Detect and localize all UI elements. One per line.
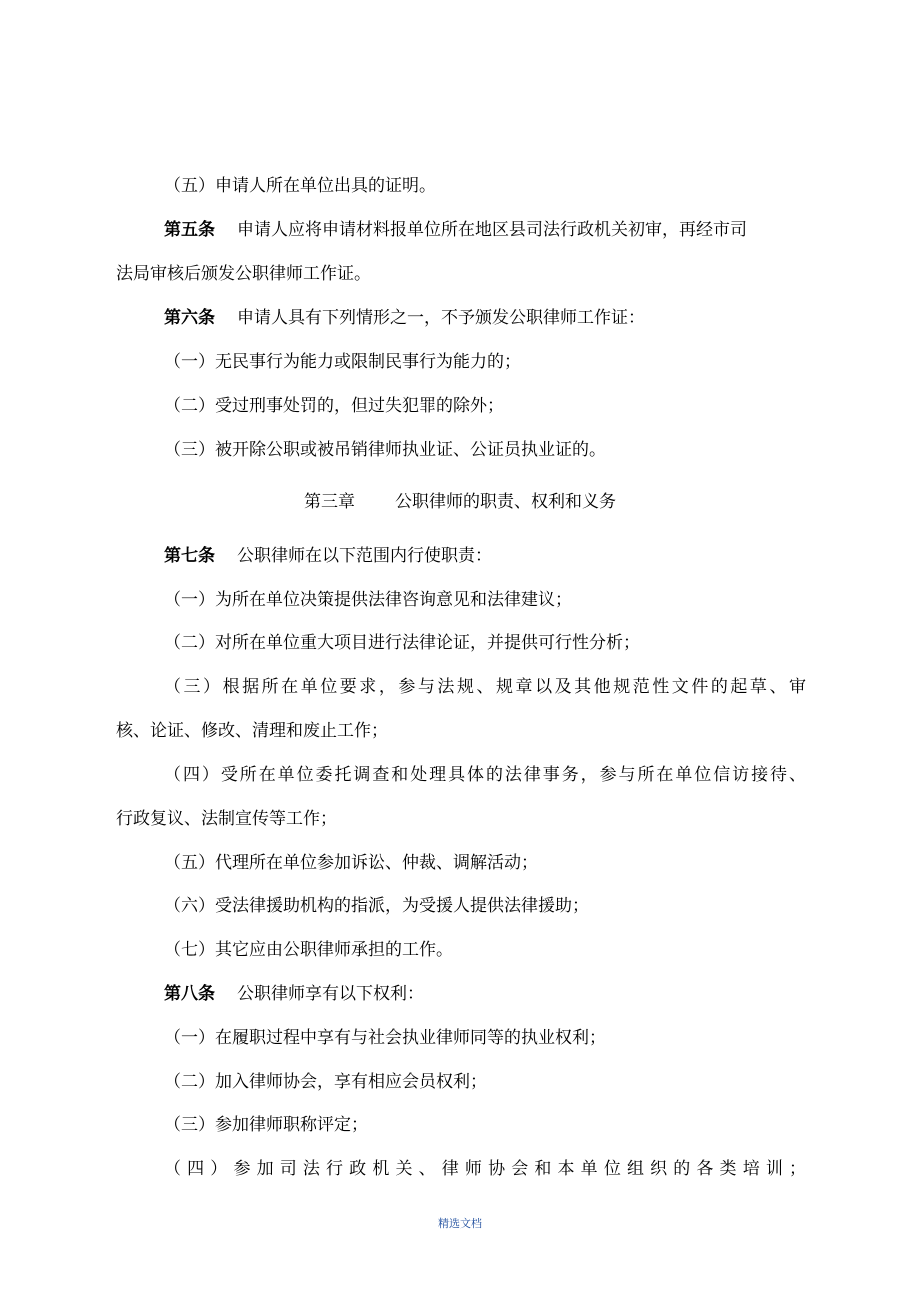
article-seven-item-three bbox=[164, 676, 806, 698]
article-label: 第八条 bbox=[164, 984, 215, 1004]
paragraph-text: （七）其它应由公职律师承担的工作。 bbox=[164, 940, 453, 960]
article-label: 第五条 bbox=[164, 220, 215, 240]
paragraph-text: 法局审核后颁发公职律师工作证。 bbox=[116, 264, 371, 284]
paragraph-text: （二）加入律师协会，享有相应会员权利； bbox=[164, 1072, 487, 1092]
chapter-three-heading bbox=[0, 491, 920, 513]
paragraph-text: （三）根据所在单位要求，参与法规、规章以及其他规范性文件的起草、审 bbox=[164, 677, 806, 697]
article-eight-item-one bbox=[164, 1027, 806, 1049]
article-seven-item-six bbox=[164, 895, 806, 917]
paragraph-text: （五）代理所在单位参加诉讼、仲裁、调解活动； bbox=[164, 853, 538, 873]
paragraph-text: （五）申请人所在单位出具的证明。 bbox=[164, 176, 436, 196]
item-five-certificate bbox=[164, 175, 806, 197]
article-eight-item-three bbox=[164, 1114, 806, 1136]
paragraph-text: （三）被开除公职或被吊销律师执业证、公证员执业证的。 bbox=[164, 440, 606, 460]
article-eight-item-two bbox=[164, 1071, 806, 1093]
article-eight-item-four bbox=[164, 1158, 806, 1180]
paragraph-text: （三）参加律师职称评定； bbox=[164, 1115, 368, 1135]
paragraph-text: （二）对所在单位重大项目进行法律论证，并提供可行性分析； bbox=[164, 633, 640, 653]
article-seven-item-seven bbox=[164, 939, 806, 961]
article-label: 第七条 bbox=[164, 546, 215, 566]
chapter-title: 公职律师的职责、权利和义务 bbox=[395, 492, 616, 512]
article-text: 公职律师在以下范围内行使职责： bbox=[237, 546, 492, 566]
article-seven-item-three-continued bbox=[116, 720, 806, 742]
article-six-item-one bbox=[164, 351, 806, 373]
page-footer: 精选文档 bbox=[438, 1217, 482, 1230]
paragraph-text: 行政复议、法制宣传等工作； bbox=[116, 809, 337, 829]
article-six-item-three bbox=[164, 439, 806, 461]
article-seven bbox=[164, 545, 806, 567]
paragraph-text: （四）参加司法行政机关、律师协会和本单位组织的各类培训； bbox=[164, 1159, 806, 1179]
article-seven-item-one bbox=[164, 589, 806, 611]
article-text: 申请人应将申请材料报单位所在地区县司法行政机关初审，再经市司 bbox=[237, 220, 747, 240]
article-six bbox=[164, 307, 806, 329]
article-five bbox=[164, 219, 806, 241]
article-text: 公职律师享有以下权利： bbox=[237, 984, 424, 1004]
paragraph-text: （一）为所在单位决策提供法律咨询意见和法律建议； bbox=[164, 590, 572, 610]
article-five-continued bbox=[116, 263, 806, 285]
article-text: 申请人具有下列情形之一，不予颁发公职律师工作证： bbox=[237, 308, 645, 328]
article-seven-item-five bbox=[164, 852, 806, 874]
article-label: 第六条 bbox=[164, 308, 215, 328]
paragraph-text: （二）受过刑事处罚的，但过失犯罪的除外； bbox=[164, 396, 504, 416]
chapter-number: 第三章 bbox=[304, 492, 355, 512]
article-seven-item-four-continued bbox=[116, 808, 806, 830]
article-seven-item-two bbox=[164, 632, 806, 654]
article-eight bbox=[164, 983, 806, 1005]
paragraph-text: （一）在履职过程中享有与社会执业律师同等的执业权利； bbox=[164, 1028, 606, 1048]
paragraph-text: （一）无民事行为能力或限制民事行为能力的； bbox=[164, 352, 521, 372]
paragraph-text: （六）受法律援助机构的指派，为受援人提供法律援助； bbox=[164, 896, 589, 916]
paragraph-text: （四）受所在单位委托调查和处理具体的法律事务，参与所在单位信访接待、 bbox=[164, 765, 806, 785]
paragraph-text: 核、论证、修改、清理和废止工作； bbox=[116, 721, 388, 741]
article-six-item-two bbox=[164, 395, 806, 417]
article-seven-item-four bbox=[164, 764, 806, 786]
